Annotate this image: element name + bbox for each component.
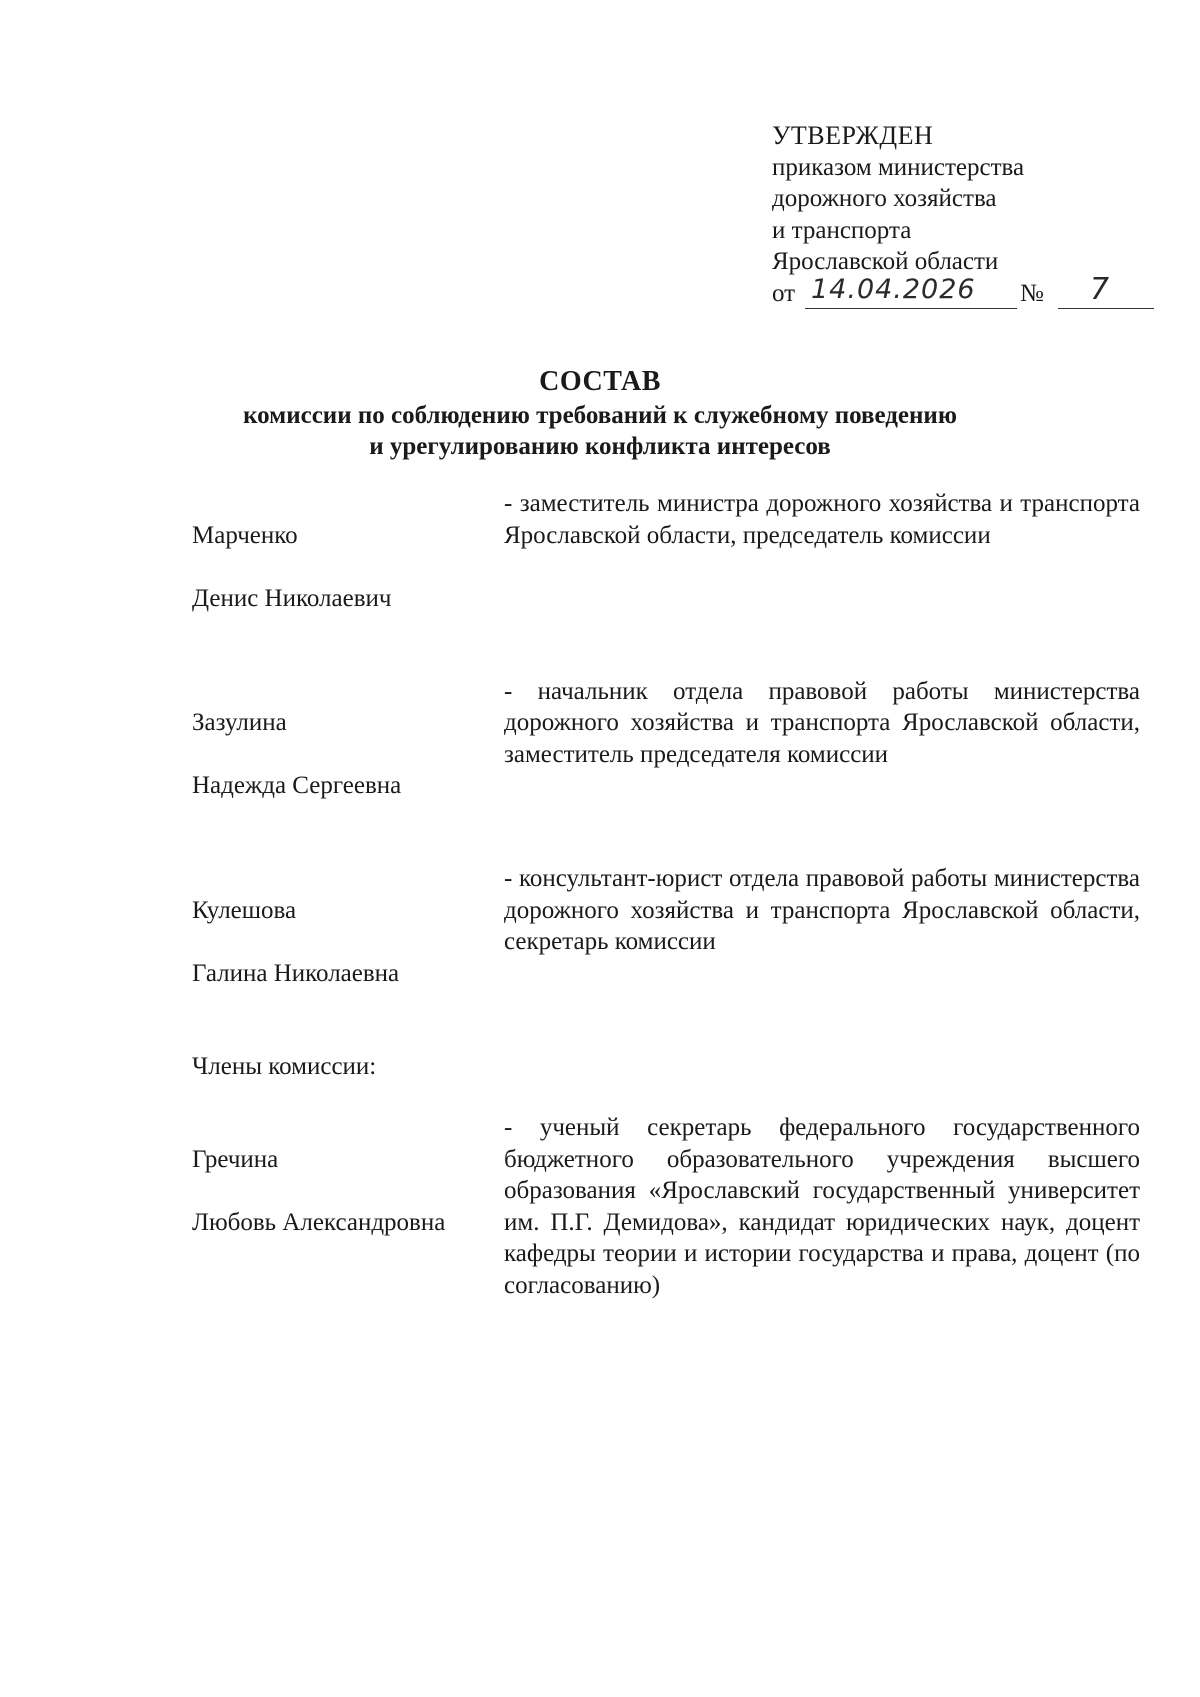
member-role: - консультант-юрист отдела правовой работы министерства дорожного хозяйства и транспорта Ярославской области, секретарь комиссии: [504, 865, 1140, 955]
member-surname: Гречина: [192, 1145, 279, 1173]
member-row: [192, 488, 1142, 646]
handwritten-date: 14.04.2026: [811, 273, 976, 305]
from-label: от: [772, 279, 796, 307]
member-surname: Зазулина: [192, 709, 287, 736]
member-name: [192, 676, 504, 834]
number-label: №: [1020, 279, 1044, 307]
member-row: [192, 1112, 1142, 1301]
number-field: [1058, 271, 1154, 309]
approval-line: приказом министерства: [772, 153, 1025, 181]
date-field: [805, 273, 1017, 309]
members-list: [192, 488, 1142, 1331]
approval-line: Ярославской области: [772, 248, 999, 275]
member-surname: Марченко: [192, 521, 298, 549]
member-name: [192, 488, 504, 646]
order-date-line: [772, 271, 1172, 312]
member-given-name: Галина Николаевна: [192, 959, 400, 987]
member-surname: Кулешова: [192, 896, 297, 924]
member-role: - заместитель министра дорожного хозяйства и транспорта Ярославской области, председатель комиссии: [504, 490, 1140, 549]
document-subtitle-line: комиссии по соблюдению требований к служебному поведению: [243, 402, 957, 429]
member-name: [192, 863, 504, 1021]
member-role: - ученый секретарь федерального государственного бюджетного образовательного учреждения высшего образования «Ярославский государственный университет им. П.Г. Демидова», кандидат юридических наук, доцент кафедры теории и истории государства и права, доцент (по согласованию): [504, 1114, 1140, 1299]
approved-heading: УТВЕРЖДЕН: [772, 121, 934, 150]
handwritten-number: 7: [1090, 271, 1111, 307]
approval-line: дорожного хозяйства: [772, 185, 997, 212]
member-row: [192, 863, 1142, 1021]
approval-stamp: [772, 120, 1172, 312]
document-title-block: [0, 364, 1200, 462]
document-subtitle-line: и урегулированию конфликта интересов: [369, 433, 831, 460]
document-title: СОСТАВ: [539, 366, 661, 397]
member-name: [192, 1112, 504, 1301]
member-row: [192, 676, 1142, 834]
members-section-label: Члены комиссии:: [192, 1052, 377, 1080]
approval-line: и транспорта: [772, 216, 912, 244]
member-given-name: Надежда Сергеевна: [192, 772, 402, 799]
member-role: - начальник отдела правовой работы министерства дорожного хозяйства и транспорта Ярославской области, заместитель председателя комиссии: [504, 677, 1140, 768]
member-given-name: Денис Николаевич: [192, 584, 392, 612]
member-given-name: Любовь Александровна: [192, 1208, 446, 1236]
